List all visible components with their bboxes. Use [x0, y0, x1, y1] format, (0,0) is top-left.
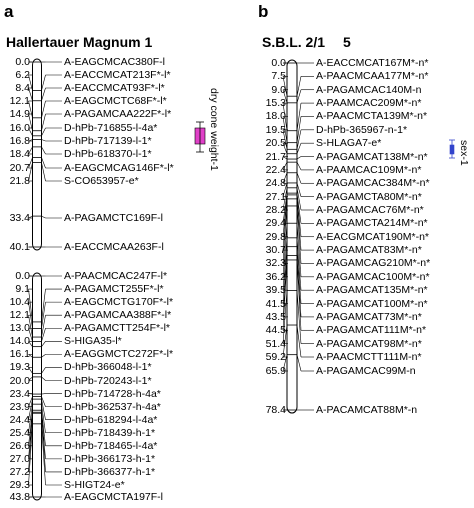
panel-b-marker-position: 39.5 [265, 284, 286, 297]
panel-a-group2-marker-name: D-hPb-720243-l-1* [64, 374, 152, 387]
panel-b-marker-position: 28.2 [265, 204, 286, 216]
panel-b-marker-name: S-HLAGA7-e* [316, 137, 382, 150]
panel-b-marker-position: 20.5 [265, 137, 286, 150]
panel-a-group2-marker-position: 29.3 [9, 479, 30, 491]
panel-a-group2-marker-position: 25.4 [9, 426, 30, 439]
panel-a-group2-marker-position: 19.3 [9, 361, 30, 374]
panel-a-group1-marker-name: A-EAGCMCAG146F*-l* [64, 162, 174, 174]
panel-a-group2-marker-position: 27.0 [9, 452, 30, 465]
panel-b-marker-name: A-PAAMCAC109M*-n* [316, 163, 422, 176]
panel-b-connector-right-slant [297, 90, 301, 103]
panel-a-group2-marker-name: D-hPb-366377-h-1* [64, 465, 156, 478]
panel-b-marker-name: A-PAGAMCAT135M*-n* [316, 284, 428, 297]
panel-a-group1-chromosome-body [33, 59, 42, 250]
panel-b-marker-position: 24.8 [265, 177, 286, 190]
panel-b-marker-position: 18.0 [265, 110, 286, 123]
panel-a-group2-marker-position: 23.9 [9, 400, 30, 413]
panel-b-marker-position: 9.0 [271, 83, 286, 96]
panel-a-group2-marker-position: 13.0 [9, 322, 30, 335]
panel-a-group2-marker-name: D-hPb-718465-l-4a* [64, 439, 158, 452]
panel-a-group2-connector-right-slant [42, 377, 46, 381]
panel-a-group1-marker-name: A-PAGAMCAA222F*-l* [64, 108, 172, 120]
panel-a-group2-marker-name: D-hPb-714728-h-4a* [64, 387, 161, 400]
panel-a-group1-marker-name: D-hPb-717139-l-1* [64, 135, 152, 147]
panel-a-group1-marker-name: A-EAGCMCTC68F*-l* [64, 95, 167, 107]
panel-a-group2-marker-name: A-PAGAMCT255F*-l* [64, 283, 164, 296]
panel-a-group2-marker-name: A-EAGGMCTC272F*-l* [64, 348, 174, 361]
panel-b-marker-position: 21.7 [265, 150, 286, 163]
panel-b-marker-position: 30.7 [265, 244, 286, 257]
panel-b-marker-position: 22.4 [265, 163, 286, 176]
panel-a-letter: a [4, 2, 14, 21]
panel-a-group1-marker-position: 14.9 [9, 108, 30, 120]
panel-a-group1-marker-position: 16.8 [9, 135, 30, 147]
panel-b-connector-right-slant [297, 162, 301, 170]
panel-b-connector-right-slant [297, 325, 301, 357]
qtl-dry-cone-weight-label: dry cone weight-1 [208, 88, 220, 171]
panel-a-group1-marker-position: 33.4 [9, 212, 30, 224]
panel-b-marker-position: 7.5 [271, 70, 286, 83]
panel-a-group1-marker-position: 12.1 [9, 95, 30, 107]
panel-b-marker-position: 51.4 [265, 337, 286, 350]
panel-b-marker-position: 27.1 [265, 190, 286, 203]
panel-b-marker-position: 29.8 [265, 230, 286, 243]
panel-a-group1-connector-right-slant [42, 147, 46, 154]
panel-b-marker-name: A-PAGAMCAT73M*-n* [316, 310, 422, 323]
panel-a-group2-marker-name: D-hPb-362537-h-4a* [64, 400, 161, 413]
panel-a-group1-marker-name: A-EACCMCAT93F*-l* [64, 82, 165, 94]
panel-a-group2-marker-position: 20.0 [9, 374, 30, 387]
panel-b-marker-name: A-PAGAMCAT111M*-n* [316, 324, 427, 337]
panel-a-group2-marker-position: 23.4 [9, 387, 30, 400]
panel-a-group1-marker-position: 6.2 [15, 69, 30, 81]
qtl-sex-label: sex-1 [458, 140, 470, 166]
panel-b-marker-name: A-PAGAMCAC76M*-n* [316, 204, 424, 216]
panel-a-group2-marker-position: 26.6 [9, 439, 30, 452]
panel-b-marker-name: A-PAGAMCAC384M*-n* [316, 177, 430, 190]
panel-a-group2-marker-name: A-PAGAMCTT254F*-l* [64, 322, 170, 335]
panel-b-connector-right-slant [297, 355, 301, 371]
panel-a-group2-marker-name: A-EAGCMCTA197F-l [64, 491, 163, 503]
panel-b-marker-name: A-PAGAMCAT83M*-n* [316, 244, 422, 257]
panel-a-group2-marker-name: A-EAGCMCTG170F*-l* [64, 296, 174, 309]
panel-b-marker-position: 19.5 [265, 123, 286, 136]
panel-b-marker-name: A-PAACMCAA177M*-n* [316, 70, 429, 83]
panel-b-marker-name: A-PAAMCAC209M*-n* [316, 97, 422, 110]
panel-a-group1-marker-name: A-EAGCMCAC380F-l [64, 56, 165, 68]
panel-a-group1-marker-name: A-PAGAMCTC169F-l [64, 212, 163, 224]
panel-b-connector-right-slant [297, 103, 301, 131]
panel-b-title-suffix: 5 [343, 34, 351, 50]
panel-b-marker-position: 41.5 [265, 297, 286, 310]
panel-a-group1-connector-right-slant [42, 216, 46, 218]
panel-a-group1-marker-name: A-EACCMCAA263F-l [64, 241, 164, 253]
panel-b-marker-name: A-PAGAMCAT138M*-n* [316, 150, 428, 163]
panel-b-marker-position: 78.4 [265, 404, 286, 416]
panel-b-marker-name: A-PAGAMCAT98M*-n* [316, 337, 422, 350]
panel-b-marker-position: 0.0 [271, 57, 286, 69]
panel-a-group2-marker-name: D-hPb-366173-h-1* [64, 452, 156, 465]
panel-a-group1-marker-name: S-CO653957-e* [64, 175, 139, 187]
panel-a-group2-connector-right-slant [42, 394, 46, 395]
panel-a-group1-marker-name: D-hPb-716855-l-4a* [64, 122, 158, 134]
panel-b-chromosome-body [287, 60, 297, 413]
panel-a-group2-marker-position: 14.0 [9, 335, 30, 348]
panel-b-marker-position: 65.9 [265, 365, 286, 377]
panel-a-group2-marker-position: 9.1 [15, 283, 30, 296]
panel-a-group2-marker-name: A-PAACMCAC247F-l* [64, 270, 168, 282]
panel-b-marker-name: A-PAGAMCAC140M-n [316, 83, 422, 96]
panel-a-group1-marker-name: D-hPb-618370-l-1* [64, 148, 152, 160]
panel-b-marker-name: A-PACAMCAT88M*-n [316, 404, 418, 416]
panel-b-marker-name: A-PAGAMCAG210M*-n* [316, 257, 431, 270]
panel-b-marker-name: A-PAGAMCTA214M*-n* [316, 217, 428, 230]
panel-b-marker-name: A-PAGAMCAC99M-n [316, 365, 416, 377]
panel-a-group2-marker-position: 16.1 [9, 348, 30, 361]
panel-a-group1-marker-position: 21.8 [9, 175, 30, 187]
panel-b-marker-position: 29.4 [265, 217, 286, 230]
panel-b-marker-position: 59.2 [265, 351, 286, 363]
panel-a-group2-connector-right-slant [42, 341, 46, 346]
panel-b-marker-name: A-PAGAMCAC100M*-n* [316, 270, 430, 283]
panel-b-marker-name: A-PAGAMCTA80M*-n* [316, 190, 422, 203]
panel-a-group1-marker-name: A-EACCMCAT213F*-l* [64, 69, 171, 81]
panel-a-group2-marker-position: 12.1 [9, 309, 30, 322]
panel-a-group2-marker-position: 24.4 [9, 413, 30, 426]
panel-a-group2-marker-name: D-hPb-366048-l-1* [64, 361, 152, 374]
panel-a-group1-marker-position: 18.4 [9, 148, 30, 160]
panel-a-group2-chromosome-body [33, 273, 42, 500]
panel-a-group2-marker-name: D-hPb-618294-l-4a* [64, 413, 158, 426]
panel-a-group1-connector-right-slant [42, 163, 46, 181]
panel-a-group1-marker-position: 16.0 [9, 122, 30, 134]
panel-b-marker-position: 43.5 [265, 310, 286, 323]
panel-a-group2-marker-name: A-PAGAMCAA388F*-l* [64, 309, 172, 322]
panel-b-connector-right-slant [297, 157, 301, 159]
panel-a-group2-marker-position: 27.2 [9, 465, 30, 478]
panel-b-marker-position: 44.5 [265, 324, 286, 337]
panel-b-marker-position: 32.3 [265, 257, 286, 270]
panel-b-marker-name: A-PAACMCTT111M-n* [316, 351, 422, 363]
panel-a-group2-marker-name: D-hPb-718439-h-1* [64, 426, 156, 439]
panel-a-group2-marker-name: S-HIGT24-e* [64, 479, 125, 491]
panel-a-group2-marker-position: 43.8 [9, 491, 30, 503]
panel-b-title: S.B.L. 2/1 [262, 34, 326, 50]
panel-a-group1-marker-position: 20.7 [9, 162, 30, 174]
panel-b-marker-name: A-EACGMCAT190M*-n* [316, 230, 429, 243]
panel-b-marker-name: A-PAGAMCAT100M*-n* [316, 297, 428, 310]
panel-a-group2-marker-position: 0.0 [15, 270, 30, 282]
panel-b-marker-name: A-PAACMCTA139M*-n* [316, 110, 428, 123]
panel-a-group1-connector-right-slant [42, 75, 46, 91]
panel-a-title: Hallertauer Magnum 1 [6, 34, 153, 50]
panel-b-marker-name: D-hPb-365967-n-1* [316, 123, 408, 136]
panel-a-group1-marker-position: 40.1 [9, 241, 30, 253]
panel-a-group1-connector-right-slant [42, 140, 46, 141]
panel-b-marker-name: A-EACCMCAT167M*-n* [316, 57, 429, 69]
panel-a-group1-connector-right-slant [42, 88, 46, 101]
panel-b-letter: b [258, 2, 269, 21]
panel-a-group1-marker-position: 0.0 [15, 56, 30, 68]
panel-a-group2-connector-right-slant [42, 354, 46, 357]
panel-b-connector-right-slant [297, 143, 301, 154]
panel-b-marker-position: 36.2 [265, 270, 286, 283]
panel-a-group1-marker-position: 8.4 [15, 82, 30, 94]
panel-b-marker-position: 15.3 [265, 97, 286, 110]
panel-a-group2-marker-position: 10.4 [9, 296, 30, 309]
panel-a-group2-connector-right-slant [42, 367, 46, 373]
panel-b-connector-right-slant [297, 173, 301, 184]
panel-a-group2-marker-name: S-HIGA35-l* [64, 335, 122, 348]
panel-b-connector-right-slant [297, 76, 301, 96]
